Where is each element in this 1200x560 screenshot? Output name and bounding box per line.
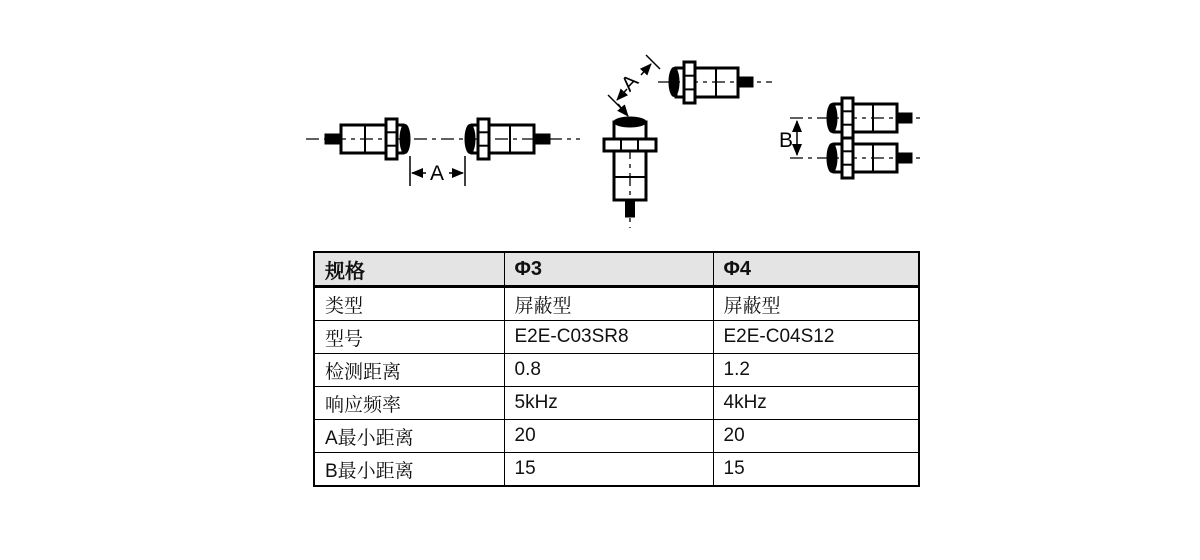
row-value-phi3: 屏蔽型 — [504, 287, 713, 321]
row-label: 响应频率 — [314, 387, 504, 420]
row-value-phi4: 20 — [713, 420, 919, 453]
row-value-phi3: 20 — [504, 420, 713, 453]
sensing-face-icon — [465, 125, 475, 154]
header-spec: 规格 — [314, 252, 504, 287]
header-phi3: Φ3 — [504, 252, 713, 287]
row-value-phi4: 15 — [713, 453, 919, 487]
table-row-a-min-distance — [314, 420, 919, 453]
dimension-b-label: B — [778, 129, 794, 152]
sensing-face-icon — [827, 144, 837, 173]
table-row-model — [314, 321, 919, 354]
table-row-b-min-distance — [314, 453, 919, 487]
table-header-row — [314, 252, 919, 287]
parallel-diagram — [779, 98, 922, 178]
sensor-bottom-icon — [790, 138, 922, 178]
row-value-phi3: 0.8 — [504, 354, 713, 387]
mounting-nut-icon — [684, 62, 695, 103]
sensing-face-icon — [827, 104, 837, 133]
face-to-face-diagram — [306, 119, 580, 186]
mounting-nut-icon — [842, 98, 853, 138]
spec-table-container — [313, 251, 920, 487]
sensing-face-icon — [669, 68, 679, 97]
row-label: B最小距离 — [314, 453, 504, 487]
row-value-phi4: E2E-C04S12 — [713, 321, 919, 354]
row-value-phi4: 1.2 — [713, 354, 919, 387]
header-phi4: Φ4 — [713, 252, 919, 287]
table-row-type — [314, 287, 919, 321]
dimension-a-label: A — [616, 69, 644, 96]
spec-table — [313, 251, 920, 487]
sensor-mounting-diagrams — [0, 0, 1200, 245]
cable-icon — [896, 113, 912, 123]
row-value-phi4: 屏蔽型 — [713, 287, 919, 321]
row-value-phi4: 4kHz — [713, 387, 919, 420]
sensing-face-icon — [614, 117, 646, 127]
sensing-face-icon — [400, 125, 410, 154]
sensor-vertical-icon — [604, 117, 656, 228]
row-label: A最小距离 — [314, 420, 504, 453]
row-value-phi3: E2E-C03SR8 — [504, 321, 713, 354]
cable-icon — [737, 77, 753, 87]
cable-icon — [896, 153, 912, 163]
mounting-nut-icon — [842, 138, 853, 178]
table-row-response-frequency — [314, 387, 919, 420]
table-row-sensing-distance — [314, 354, 919, 387]
row-value-phi3: 5kHz — [504, 387, 713, 420]
mounting-nut-icon — [604, 139, 656, 151]
cable-icon — [626, 200, 635, 217]
row-label: 类型 — [314, 287, 504, 321]
right-angle-diagram — [604, 55, 772, 228]
dimension-a-label: A — [429, 162, 445, 185]
cable-icon — [325, 134, 342, 144]
row-label: 检测距离 — [314, 354, 504, 387]
sensor-top-icon — [790, 98, 922, 138]
sensor-horizontal-icon — [658, 62, 772, 103]
cable-icon — [533, 134, 550, 144]
row-value-phi3: 15 — [504, 453, 713, 487]
row-label: 型号 — [314, 321, 504, 354]
